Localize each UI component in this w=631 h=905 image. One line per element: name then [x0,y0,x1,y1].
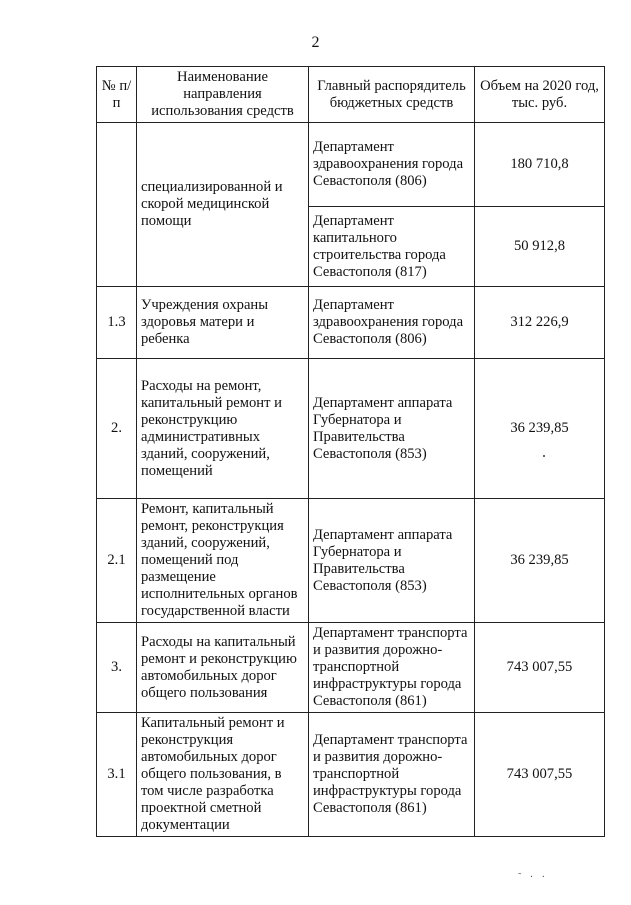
budget-table [96,66,605,837]
row-volume: 36 239,85 [475,499,605,623]
table-row [97,287,605,359]
table-row [97,623,605,713]
row-budget-manager: Департамент аппарата Губернатора и Правительства Севастополя (853) [309,359,475,499]
table-row [97,123,605,207]
row-volume: 36 239,85 [475,359,605,499]
row-number [97,123,137,287]
row-budget-manager: Департамент транспорта и развития дорожно-транспортной инфраструктуры города Севастополя (861) [309,623,475,713]
row-direction-name: Ремонт, капитальный ремонт, реконструкция зданий, сооружений, помещений под размещение исполнительных органов государственной власти [137,499,309,623]
scan-speck [543,455,545,457]
row-direction-name: Учреждения охраны здоровья матери и ребенка [137,287,309,359]
header-volume: Объем на 2020 год, тыс. руб. [475,67,605,123]
table-row [97,359,605,499]
row-number: 3.1 [97,713,137,837]
table-row [97,499,605,623]
page-number: 2 [311,34,320,51]
header-budget-manager: Главный распорядитель бюджетных средств [309,67,475,123]
table-header-row [97,67,605,123]
row-budget-manager: Департамент здравоохранения города Севастополя (806) [309,287,475,359]
scan-marks: ˜ · · [518,872,548,883]
header-number: № п/п [97,67,137,123]
header-direction-name: Наименование направления использования средств [137,67,309,123]
row-direction-name: Капитальный ремонт и реконструкция автомобильных дорог общего пользования, в том числе разработка проектной сметной документации [137,713,309,837]
row-number: 2.1 [97,499,137,623]
row-number: 1.3 [97,287,137,359]
row-number: 3. [97,623,137,713]
row-volume: 743 007,55 [475,623,605,713]
row-budget-manager: Департамент транспорта и развития дорожно-транспортной инфраструктуры города Севастополя (861) [309,713,475,837]
row-direction-name: Расходы на капитальный ремонт и реконструкцию автомобильных дорог общего пользования [137,623,309,713]
row-volume: 743 007,55 [475,713,605,837]
row-budget-manager: Департамент аппарата Губернатора и Правительства Севастополя (853) [309,499,475,623]
row-number: 2. [97,359,137,499]
row-volume: 50 912,8 [475,207,605,287]
row-budget-manager: Департамент здравоохранения города Севастополя (806) [309,123,475,207]
table-row [97,713,605,837]
row-budget-manager: Департамент капитального строительства города Севастополя (817) [309,207,475,287]
row-volume: 312 226,9 [475,287,605,359]
row-volume: 180 710,8 [475,123,605,207]
row-direction-name: специализированной и скорой медицинской помощи [137,123,309,287]
row-direction-name: Расходы на ремонт, капитальный ремонт и реконструкцию административных зданий, сооружений, помещений [137,359,309,499]
